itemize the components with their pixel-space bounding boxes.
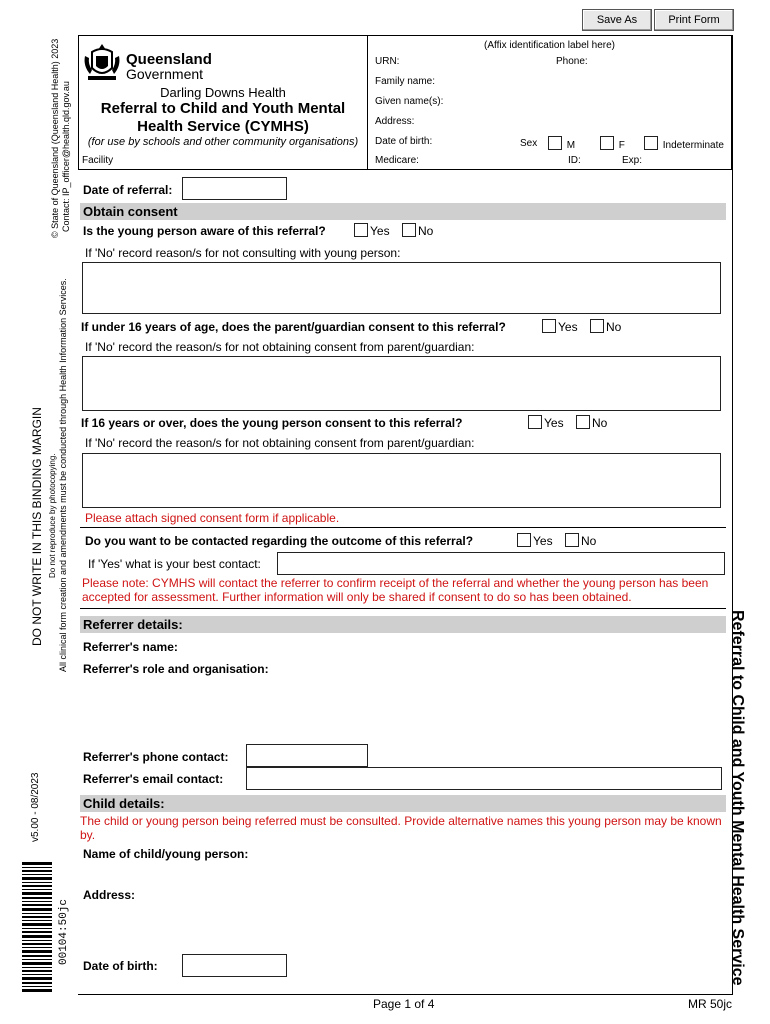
attach-consent-note: Please attach signed consent form if applicable. (85, 511, 340, 525)
print-form-button[interactable]: Print Form (654, 9, 734, 31)
form-title: Referral to Child and Youth Mental Health Service (CYMHS) (100, 100, 346, 135)
address-label: Address: (375, 116, 415, 127)
form-subtitle: (for use by schools and other community organisations) (87, 136, 359, 148)
child-consult-note: The child or young person being referred must be consulted. Provide alternative names this young person may be known by. (80, 814, 722, 842)
sex-m-checkbox[interactable] (548, 136, 562, 150)
version-text: v5.00 - 08/2023 (30, 772, 41, 842)
date-of-referral-input[interactable] (182, 177, 287, 200)
q4-yes-checkbox[interactable] (517, 533, 531, 547)
q1-yes-checkbox[interactable] (354, 223, 368, 237)
referrer-email-label: Referrer's email contact: (83, 772, 224, 786)
referrer-role-label: Referrer's role and organisation: (83, 662, 269, 676)
referrer-phone-label: Referrer's phone contact: (83, 750, 229, 764)
barcode-text: 00104:50jc (58, 898, 70, 965)
cymhs-note: Please note: CYMHS will contact the referrer to confirm receipt of the referral and whether the young person has been accepted for assessment. Further information will only be shared if consent to do so has been obtained. (82, 576, 709, 604)
q2-yes-text: Yes (558, 320, 578, 334)
sex-f-option[interactable] (600, 136, 625, 151)
id-label: ID: (568, 155, 581, 166)
form-code: MR 50jc (688, 997, 733, 1011)
child-dob-input[interactable] (182, 954, 287, 977)
q2-yes-checkbox[interactable] (542, 319, 556, 333)
q4-yes-text: Yes (533, 534, 553, 548)
logo-queensland: Queensland (126, 51, 212, 68)
q2-yes-option[interactable] (542, 319, 578, 334)
child-details-heading: Child details: (80, 795, 726, 812)
binding-margin-text: DO NOT WRITE IN THIS BINDING MARGIN (30, 407, 44, 646)
q3-no-text: No (592, 416, 608, 430)
q2-no-checkbox[interactable] (590, 319, 604, 333)
q3-reason-label: If 'No' record the reason/s for not obtaining consent from parent/guardian: (85, 436, 475, 450)
affix-label: (Affix identification label here) (484, 40, 615, 51)
page-number: Page 1 of 4 (373, 997, 435, 1011)
facility-label: Facility (82, 155, 114, 166)
q4-no-text: No (581, 534, 597, 548)
logo-government: Government (126, 66, 204, 82)
q4-yes-option[interactable] (517, 533, 553, 548)
q2-question: If under 16 years of age, does the parent/guardian consent to this referral? (81, 320, 506, 334)
q3-question: If 16 years or over, does the young person consent to this referral? (81, 416, 463, 430)
q2-no-option[interactable] (590, 319, 621, 334)
sex-f-text: F (618, 140, 625, 151)
q3-yes-text: Yes (544, 416, 564, 430)
phone-label: Phone: (556, 56, 588, 67)
referrer-details-heading: Referrer details: (80, 616, 726, 633)
sex-label: Sex (520, 138, 538, 149)
clinical-note-text: All clinical form creation and amendments must be conducted through Health Information Services. (58, 278, 68, 672)
sex-f-checkbox[interactable] (600, 136, 614, 150)
child-address-label: Address: (83, 888, 136, 902)
q1-yes-text: Yes (370, 224, 390, 238)
q4-contact-input[interactable] (277, 552, 725, 575)
sex-indeterminate-text: Indeterminate (662, 140, 724, 151)
exp-label: Exp: (622, 155, 643, 166)
referrer-name-label: Referrer's name: (83, 640, 178, 654)
no-reproduce-text: Do not reproduce by photocopying. (48, 453, 57, 578)
child-name-label: Name of child/young person: (83, 847, 249, 861)
q1-yes-option[interactable] (354, 223, 390, 238)
queensland-crest-icon (82, 42, 122, 84)
sex-indeterminate-checkbox[interactable] (644, 136, 658, 150)
q1-question: Is the young person aware of this referral? (83, 224, 326, 238)
q4-no-checkbox[interactable] (565, 533, 579, 547)
contact-text: Contact: IP_officer@health.qld.gov.au (61, 81, 71, 232)
q3-yes-option[interactable] (528, 415, 564, 430)
q1-reason-label: If 'No' record reason/s for not consulting with young person: (85, 246, 401, 260)
copyright-text: © State of Queensland (Queensland Health) 2023 (50, 38, 60, 238)
q4-contact-label: If 'Yes' what is your best contact: (88, 557, 261, 571)
referrer-email-input[interactable] (246, 767, 722, 790)
q1-no-checkbox[interactable] (402, 223, 416, 237)
save-as-button[interactable]: Save As (582, 9, 652, 31)
urn-label: URN: (375, 56, 400, 67)
sex-indeterminate-option[interactable] (644, 136, 724, 151)
hhs-name: Darling Downs Health (160, 85, 286, 100)
family-name-label: Family name: (375, 76, 436, 87)
referrer-phone-input[interactable] (246, 744, 368, 767)
medicare-label: Medicare: (375, 155, 419, 166)
q1-reason-input[interactable] (82, 262, 721, 314)
date-of-referral-label: Date of referral: (83, 183, 173, 197)
q3-no-checkbox[interactable] (576, 415, 590, 429)
given-names-label: Given name(s): (375, 96, 444, 107)
q2-no-text: No (606, 320, 622, 334)
dob-label: Date of birth: (375, 136, 433, 147)
q3-no-option[interactable] (576, 415, 607, 430)
obtain-consent-heading: Obtain consent (80, 203, 726, 220)
q1-no-option[interactable] (402, 223, 433, 238)
q2-reason-label: If 'No' record the reason/s for not obtaining consent from parent/guardian: (85, 340, 475, 354)
q4-no-option[interactable] (565, 533, 596, 548)
q3-yes-checkbox[interactable] (528, 415, 542, 429)
q4-question: Do you want to be contacted regarding the outcome of this referral? (85, 534, 474, 548)
barcode (22, 862, 52, 994)
side-title: Referral to Child and Youth Mental Health Service (729, 610, 746, 986)
child-dob-label: Date of birth: (83, 959, 158, 973)
q2-reason-input[interactable] (82, 356, 721, 411)
q3-reason-input[interactable] (82, 453, 721, 508)
sex-m-text: M (566, 140, 576, 151)
q1-no-text: No (418, 224, 434, 238)
sex-m-option[interactable] (548, 136, 575, 151)
